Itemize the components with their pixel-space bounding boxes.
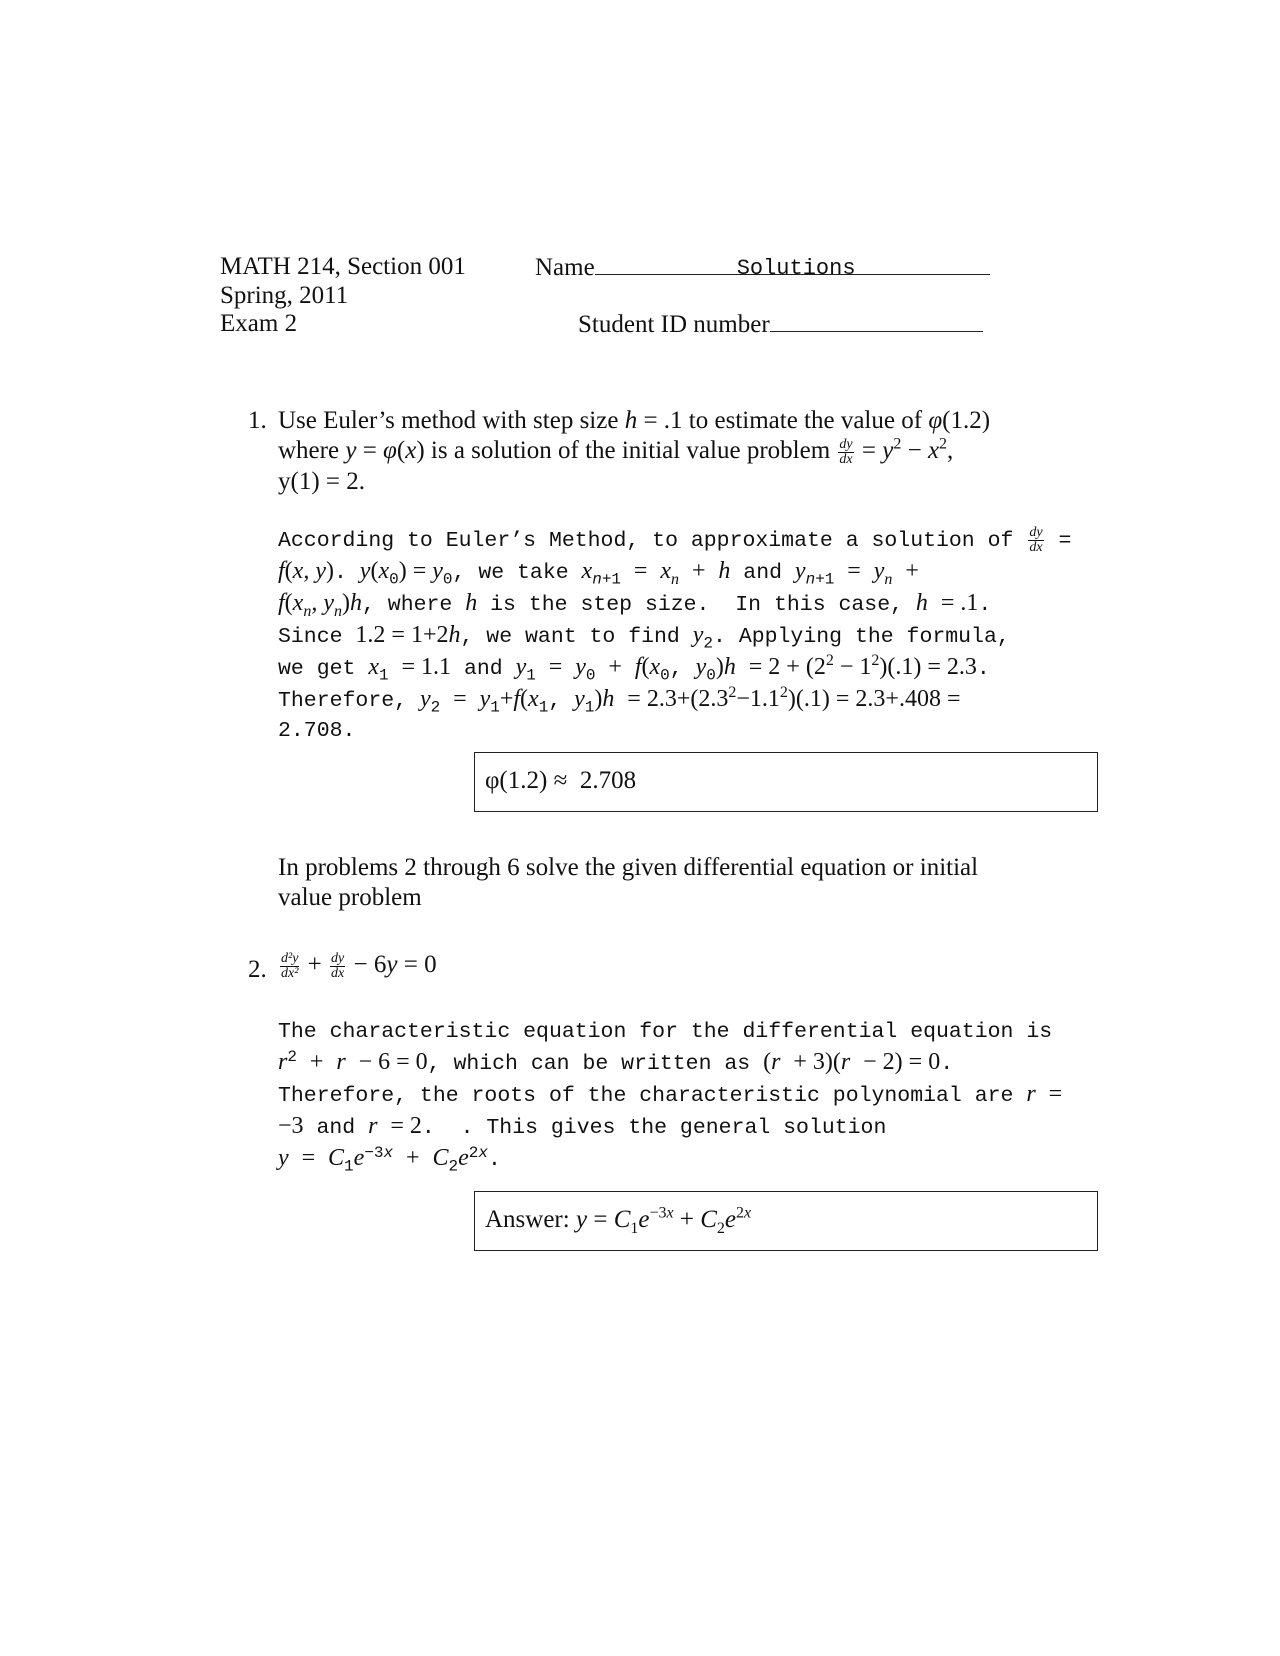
- student-id-line: [770, 309, 983, 332]
- name-value: Solutions: [736, 256, 856, 281]
- answer-2: Answer: $y = C_1e^{-3x} + C_2e^{2x}$: [485, 1204, 752, 1237]
- exam-label: Exam 2: [220, 310, 298, 337]
- answer-1-label: φ(1.2) ≈: [485, 767, 568, 794]
- problem-1-text: Use Euler’s method with step size h = .1 to estimate the value of φ(1.2) where y = φ(x) is a solution of the initial value problem $\frac{dy}{dx}$ = $y^2 - x^2$, y(1) = 2.: [278, 406, 998, 497]
- answer-box-2: [474, 1191, 1098, 1251]
- student-id-field: [578, 309, 983, 340]
- problem-1-number: 1.: [248, 407, 267, 434]
- student-id-label: Student ID number: [578, 311, 770, 338]
- problem-1-solution: According to Euler’s Method, to approximate a solution of $\frac{dy}{dx}$ = f(x, y). $y(x_0) = y_0$, we take $x_{n+1} = x_n + h$ and $y_{n+1} = y_n$ + $f(x_n$, $y_n)h$, where h is the step size. In this case, h = .1. Since 1.2 = 1+2h, we want to find $y_2$. Applying the formula, we get $x_1 = 1.1$ and $y_1 = y_0 + f(x_0$, $y_0)h = 2 + (2^2 - 1^2)(.1) = 2.3$. Therefore, $y_2 = y_1+f(x_1$, $y_1)h = 2.3+(2.3^2-1.1^2)(.1) = 2.3+.408$ = 2.708.: [278, 525, 1072, 744]
- answer-2-label: Answer:: [485, 1206, 570, 1233]
- term-label: Spring, 2011: [220, 282, 349, 309]
- course-title: MATH 214, Section 001: [220, 253, 466, 280]
- answer-1: [485, 767, 636, 795]
- problem-2-number: 2.: [248, 956, 267, 983]
- answer-1-value: 2.708: [579, 767, 637, 794]
- name-field: [535, 252, 990, 283]
- problem-2-solution: The characteristic equation for the differential equation is $r^2 + r - 6 = 0$, which can be written as (r + 3)(r − 2) = 0. Therefore, the roots of the characteristic polynomial are r = −3 and r = 2. . This gives the general solution $y = C_1e^{-3x} + C_2e^{2x}$.: [278, 1020, 1063, 1176]
- name-line: [595, 252, 990, 281]
- initial-condition: y(1) = 2.: [278, 467, 365, 495]
- problem-2-equation: $\frac{\text{d²y}}{\text{dx²}}$ + $\frac{dy}{dx}$ − 6y = 0: [281, 950, 437, 981]
- problems-2-6-intro: In problems 2 through 6 solve the given differential equation or initial value problem: [278, 854, 979, 911]
- answer-box-1: [474, 752, 1098, 812]
- name-label: Name: [535, 254, 595, 281]
